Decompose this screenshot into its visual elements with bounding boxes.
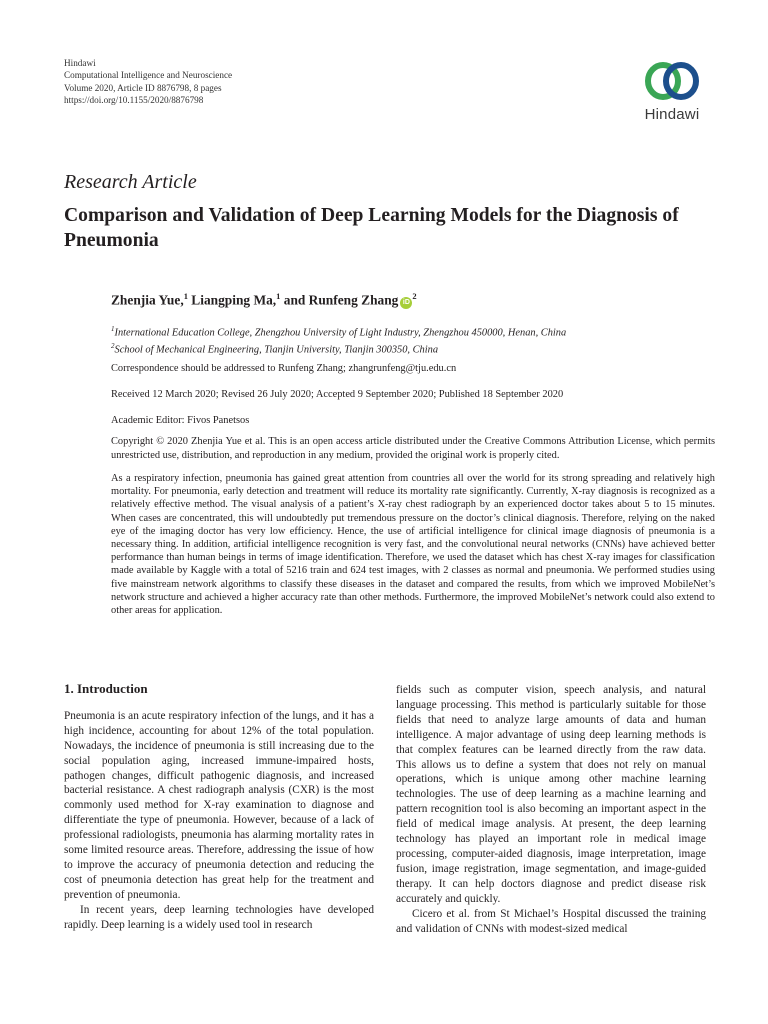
volume-info: Volume 2020, Article ID 8876798, 8 pages <box>64 82 222 93</box>
body-paragraph: In recent years, deep learning technologies have developed rapidly. Deep learning is a widely used tool in research <box>64 903 374 931</box>
affiliation-item <box>111 323 715 340</box>
publication-dates: Received 12 March 2020; Revised 26 July 2020; Accepted 9 September 2020; Published 18 September 2020 <box>111 389 564 400</box>
affiliation-number: 1 <box>111 325 115 333</box>
correspondence-line: Correspondence should be addressed to Runfeng Zhang; zhangrunfeng@tju.edu.cn <box>111 363 457 374</box>
body-paragraph: Cicero et al. from St Michael’s Hospital discussed the training and validation of CNNs with modest-sized medical <box>396 907 706 935</box>
doi-link[interactable]: https://doi.org/10.1155/2020/8876798 <box>64 95 204 106</box>
academic-editor: Academic Editor: Fivos Panetsos <box>111 415 250 426</box>
affiliation-item <box>111 340 715 357</box>
affiliations <box>111 323 715 357</box>
copyright-notice: Copyright © 2020 Zhenjia Yue et al. This is an open access article distributed under the Creative Commons Attribution License, which permits unrestricted use, distribution, and reproduction in any medium, provided the original work is properly cited. <box>111 436 715 461</box>
author-name: and Runfeng Zhang <box>283 292 399 308</box>
affiliation-text: School of Mechanical Engineering, Tianjin University, Tianjin 300350, China <box>114 344 439 356</box>
body-column-left <box>64 683 374 933</box>
author-list <box>111 291 417 309</box>
section-heading: 1. Introduction <box>64 681 148 696</box>
journal-name: Computational Intelligence and Neuroscience <box>64 70 233 81</box>
journal-header <box>64 57 232 107</box>
abstract: As a respiratory infection, pneumonia has gained great attention from countries all over the world for its strong spreading and relatively high mortality. For pneumonia, early detection and treatment will reduce its mortality rate significantly. Currently, X-ray diagnosis is recognized as a relatively effective method. The visual analysis of a patient’s X-ray chest radiograph by an experienced doctor takes about 5 to 15 minutes. When cases are concentrated, this will undoubtedly put tremendous pressure on the doctor’s clinical diagnosis. Therefore, relying on the naked eye of the imaging doctor has very low efficiency. Hence, the use of artificial intelligence for clinical image diagnosis of pneumonia is a necessary thing. In addition, artificial intelligence recognition is very fast, and the convolutional neural networks (CNNs) have achieved better performance than human beings in terms of image identification. Therefore, we used the dataset which has chest X-ray images for classification made available by Kaggle with a total of 5216 train and 624 test images, with 2 classes as normal and pneumonia. We performed studies using five mainstream network algorithms to classify these diseases in the dataset and compared the results, from which we improved MobileNet’s network structure and achieved a higher accuracy rate than other methods. Furthermore, the improved MobileNet’s network could also extend to other areas for application. <box>111 473 715 617</box>
article-type: Research Article <box>64 171 197 193</box>
affiliation-number: 2 <box>111 342 115 351</box>
body-paragraph: Pneumonia is an acute respiratory infection of the lungs, and it has a high incidence, accounting for about 12% of the total population. Nowadays, the incidence of pneumonia is still increasing due to the social population aging, increased immune-impaired hosts, pathogen changes, difficult pathogenic diagnosis, and increased bacterial resistance. A chest radiograph analysis (CXR) is the most commonly used method for X-ray examination to diagnose and differentiate the type of pneumonia. However, because of a lack of professional radiologists, pneumonia has alarming mortality rates in some limited resource areas. Therefore, addressing the issue of how to improve the accuracy of pneumonia detection and reducing the cost of pneumonia detection has great help for the treatment and prevention of pneumonia. <box>64 709 374 901</box>
logo-wordmark: Hindawi <box>644 106 700 123</box>
affiliation-text: International Education College, Zhengzhou University of Light Industry, Zhengzhou 450000, Henan, China <box>114 327 567 339</box>
hindawi-logo <box>632 58 712 123</box>
affiliation-marker: 1 <box>276 291 281 301</box>
affiliation-marker: 1 <box>183 291 188 301</box>
publisher-name: Hindawi <box>64 58 96 68</box>
orcid-icon[interactable]: iD <box>400 297 412 309</box>
author-name: Liangping Ma, <box>191 292 277 308</box>
article-title: Comparison and Validation of Deep Learning Models for the Diagnosis of Pneumonia <box>64 205 679 251</box>
body-paragraph: fields such as computer vision, speech analysis, and natural language processing. This method is particularly suitable for those fields that need to analyze large amounts of data and human intelligence. A major advantage of using deep learning methods is that complex features can be learned directly from the raw data. This allows us to define a system that does not rely on manual operations, which is unique among other machine learning technologies. The use of deep learning as a machine learning and pattern recognition tool is also becoming an important aspect in the field of medical image analysis. At present, the deep learning technology has played an important role in medical image processing, computer-aided diagnosis, image interpretation, image fusion, image registration, image segmentation, and image-guided therapy. It can help doctors diagnose and predict disease risk accurately and quickly. <box>396 684 706 905</box>
affiliation-marker: 2 <box>412 291 417 301</box>
body-column-right <box>396 683 706 936</box>
author-name: Zhenjia Yue, <box>111 292 184 308</box>
hindawi-rings-icon <box>643 58 701 104</box>
